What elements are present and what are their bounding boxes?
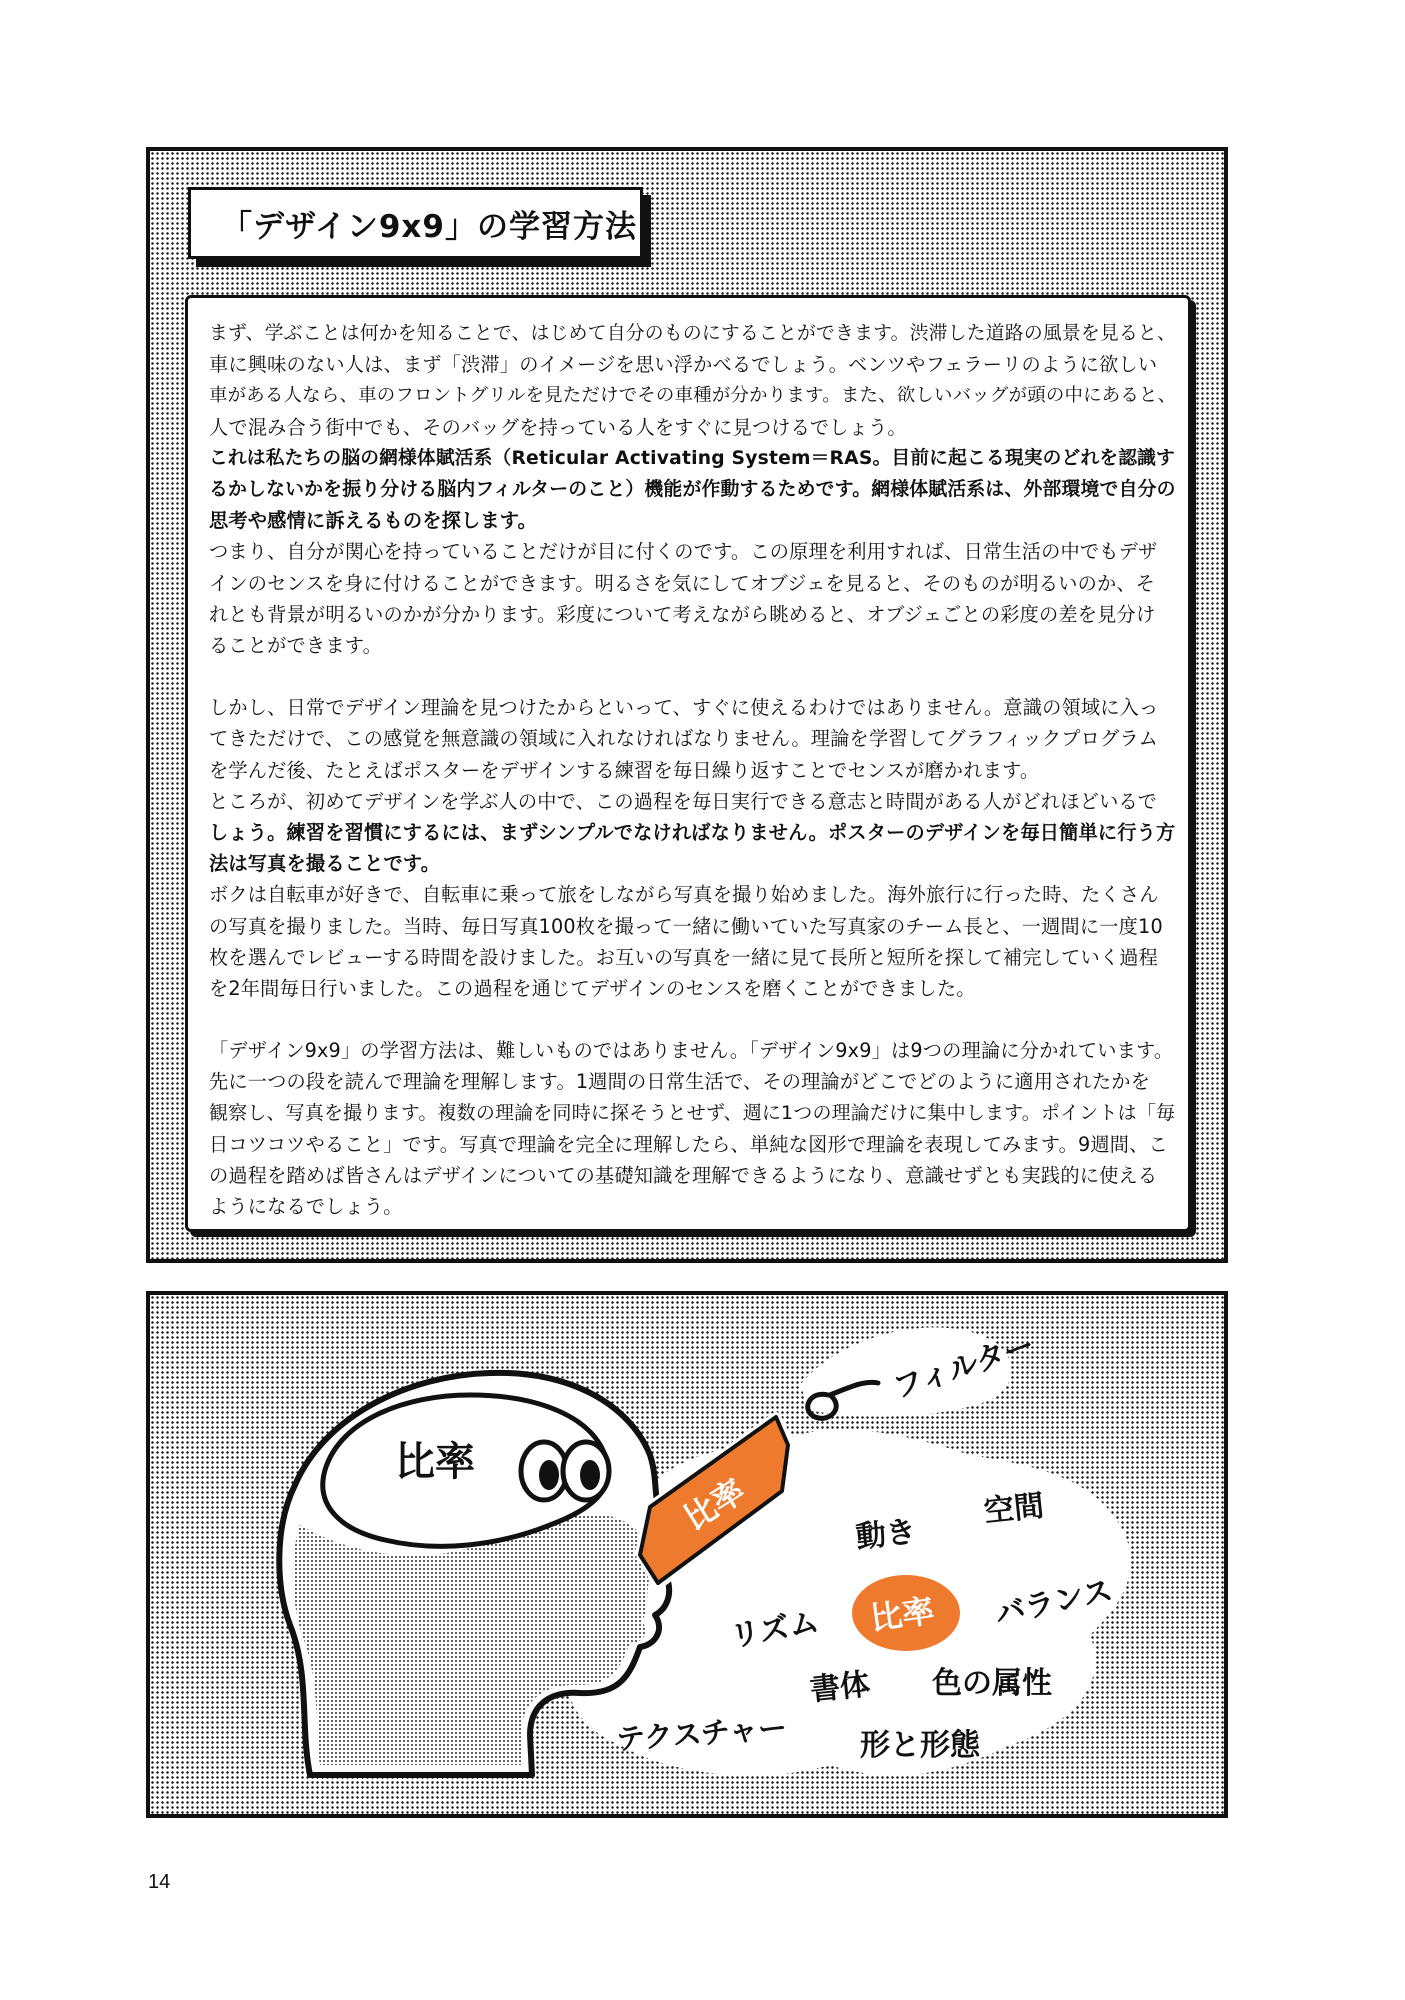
intro-panel: [146, 147, 1228, 1263]
filter-card-label: 比率: [677, 1471, 752, 1538]
text-line: これは私たちの脳の網様体賦活系（Reticular Activating System＝RAS。目前に起こる現実のどれを認識す: [209, 447, 1175, 469]
text-line: しかし、日常でデザイン理論を見つけたからといって、すぐに使えるわけではありません。意識の領域に入っ: [209, 696, 1159, 720]
text-line: まず、学ぶことは何かを知ることで、はじめて自分のものにすることができます。渋滞した道路の風景を見ると、: [209, 323, 1177, 344]
text-line: 法は写真を撮ることです。: [209, 852, 441, 876]
emphasis-paragraph: [209, 443, 1174, 537]
word-movement: 動き: [854, 1514, 918, 1556]
text-line: 枚を選んでレビューする時間を設けました。お互いの写真を一緒に見て長所と短所を探して補完していく過程: [209, 945, 1159, 969]
text-line: 車がある人なら、車のフロントグリルを見ただけでその車種が分かります。また、欲しいバッグが頭の中にあると、: [209, 385, 1177, 407]
text-line: 先に一つの段を読んで理論を理解します。1週間の日常生活で、その理論がどこでどのように適用されたかを: [209, 1070, 1151, 1094]
text-line: れとも背景が明るいのかが分かります。彩度について考えながら眺めると、オブジェごとの彩度の差を見分け: [209, 602, 1156, 626]
filter-label: フィルター: [888, 1327, 1039, 1407]
text-line: るかしないかを振り分ける脳内フィルターのこと）機能が作動するためです。網様体賦活系は、外部環境で自分の: [209, 479, 1176, 501]
text-line: を学んだ後、たとえばポスターをデザインする練習を毎日繰り返すことでセンスが磨かれます。: [209, 758, 1040, 782]
text-line: つまり、自分が関心を持っていることだけが目に付くのです。この原理を利用すれば、日常生活の中でもデザ: [209, 540, 1158, 564]
text-line: 日コツコツやること」です。写真で理論を完全に理解したら、単純な図形で理論を表現してみます。9週間、こ: [209, 1132, 1168, 1156]
text-line: インのセンスを身に付けることができます。明るさを気にしてオブジェを見ると、そのものが明るいのか、そ: [209, 571, 1156, 595]
text-line: 思考や感情に訴えるものを探します。: [209, 509, 538, 533]
text-line: てきただけで、この感覚を無意識の領域に入れなければなりません。理論を学習してグラフィックプログラム: [209, 727, 1159, 751]
text-line: ところが、初めてデザインを学ぶ人の中で、この過程を毎日実行できる意志と時間がある人がどれほどいるで: [209, 789, 1158, 813]
word-rhythm: リズム: [727, 1604, 822, 1655]
word-balance: バランス: [992, 1573, 1116, 1633]
section-title: 「デザイン9x9」の学習方法: [188, 187, 643, 259]
illustration-panel: [146, 1291, 1228, 1818]
body-paragraph: [209, 879, 1174, 1004]
body-paragraph: [209, 318, 1177, 443]
brain-label: 比率: [395, 1439, 475, 1485]
word-texture: テクスチャー: [614, 1710, 789, 1757]
body-text: [209, 318, 1177, 1222]
body-paragraph: [209, 1035, 1174, 1222]
text-line: ボクは自転車が好きで、自転車に乗って旅をしながら写真を撮り始めました。海外旅行に行った時、たくさん: [209, 883, 1159, 907]
text-line: 人で混み合う街中でも、そのバッグを持っている人をすぐに見つけるでしょう。: [209, 415, 907, 439]
body-paragraph: [209, 536, 1174, 661]
text-line: ようになるでしょう。: [209, 1195, 403, 1219]
highlight-word: 比率: [867, 1591, 937, 1638]
word-space: 空間: [982, 1488, 1046, 1530]
word-shape-form: 形と形態: [860, 1728, 980, 1763]
text-line: 観察し、写真を撮ります。複数の理論を同時に探そうとせず、週に1つの理論だけに集中します。ポイントは「毎: [209, 1101, 1176, 1124]
page-number: 14: [148, 1871, 171, 1893]
text-line: を2年間毎日行いました。この過程を通じてデザインのセンスを磨くことができました。: [209, 977, 976, 1001]
text-line: 車に興味のない人は、まず「渋滞」のイメージを思い浮かべるでしょう。ベンツやフェラーリのように欲しい: [209, 353, 1158, 377]
text-line: 「デザイン9x9」の学習方法は、難しいものではありません。「デザイン9x9」は9つの理論に分かれています。: [209, 1039, 1174, 1063]
text-line: の写真を撮りました。当時、毎日写真100枚を撮って一緒に働いていた写真家のチーム長と、一週間に一度10: [209, 914, 1163, 938]
brain-filter-illustration: [150, 1295, 1224, 1814]
paragraph-gap: [209, 661, 1174, 692]
body-text-box: [185, 295, 1191, 1232]
emphasis-paragraph: [209, 817, 1174, 879]
paragraph-gap: [209, 1004, 1174, 1035]
text-line: ることができます。: [209, 634, 382, 658]
text-line: の過程を踏めば皆さんはデザインについての基礎知識を理解できるようになり、意識せずとも実践的に使える: [209, 1164, 1158, 1188]
word-typeface: 書体: [808, 1666, 872, 1709]
body-paragraph: [209, 692, 1174, 817]
text-line: しょう。練習を習慣にするには、まずシンプルでなければなりません。ポスターのデザインを毎日簡単に行う方: [209, 821, 1176, 845]
word-color-attributes: 色の属性: [932, 1666, 1052, 1701]
